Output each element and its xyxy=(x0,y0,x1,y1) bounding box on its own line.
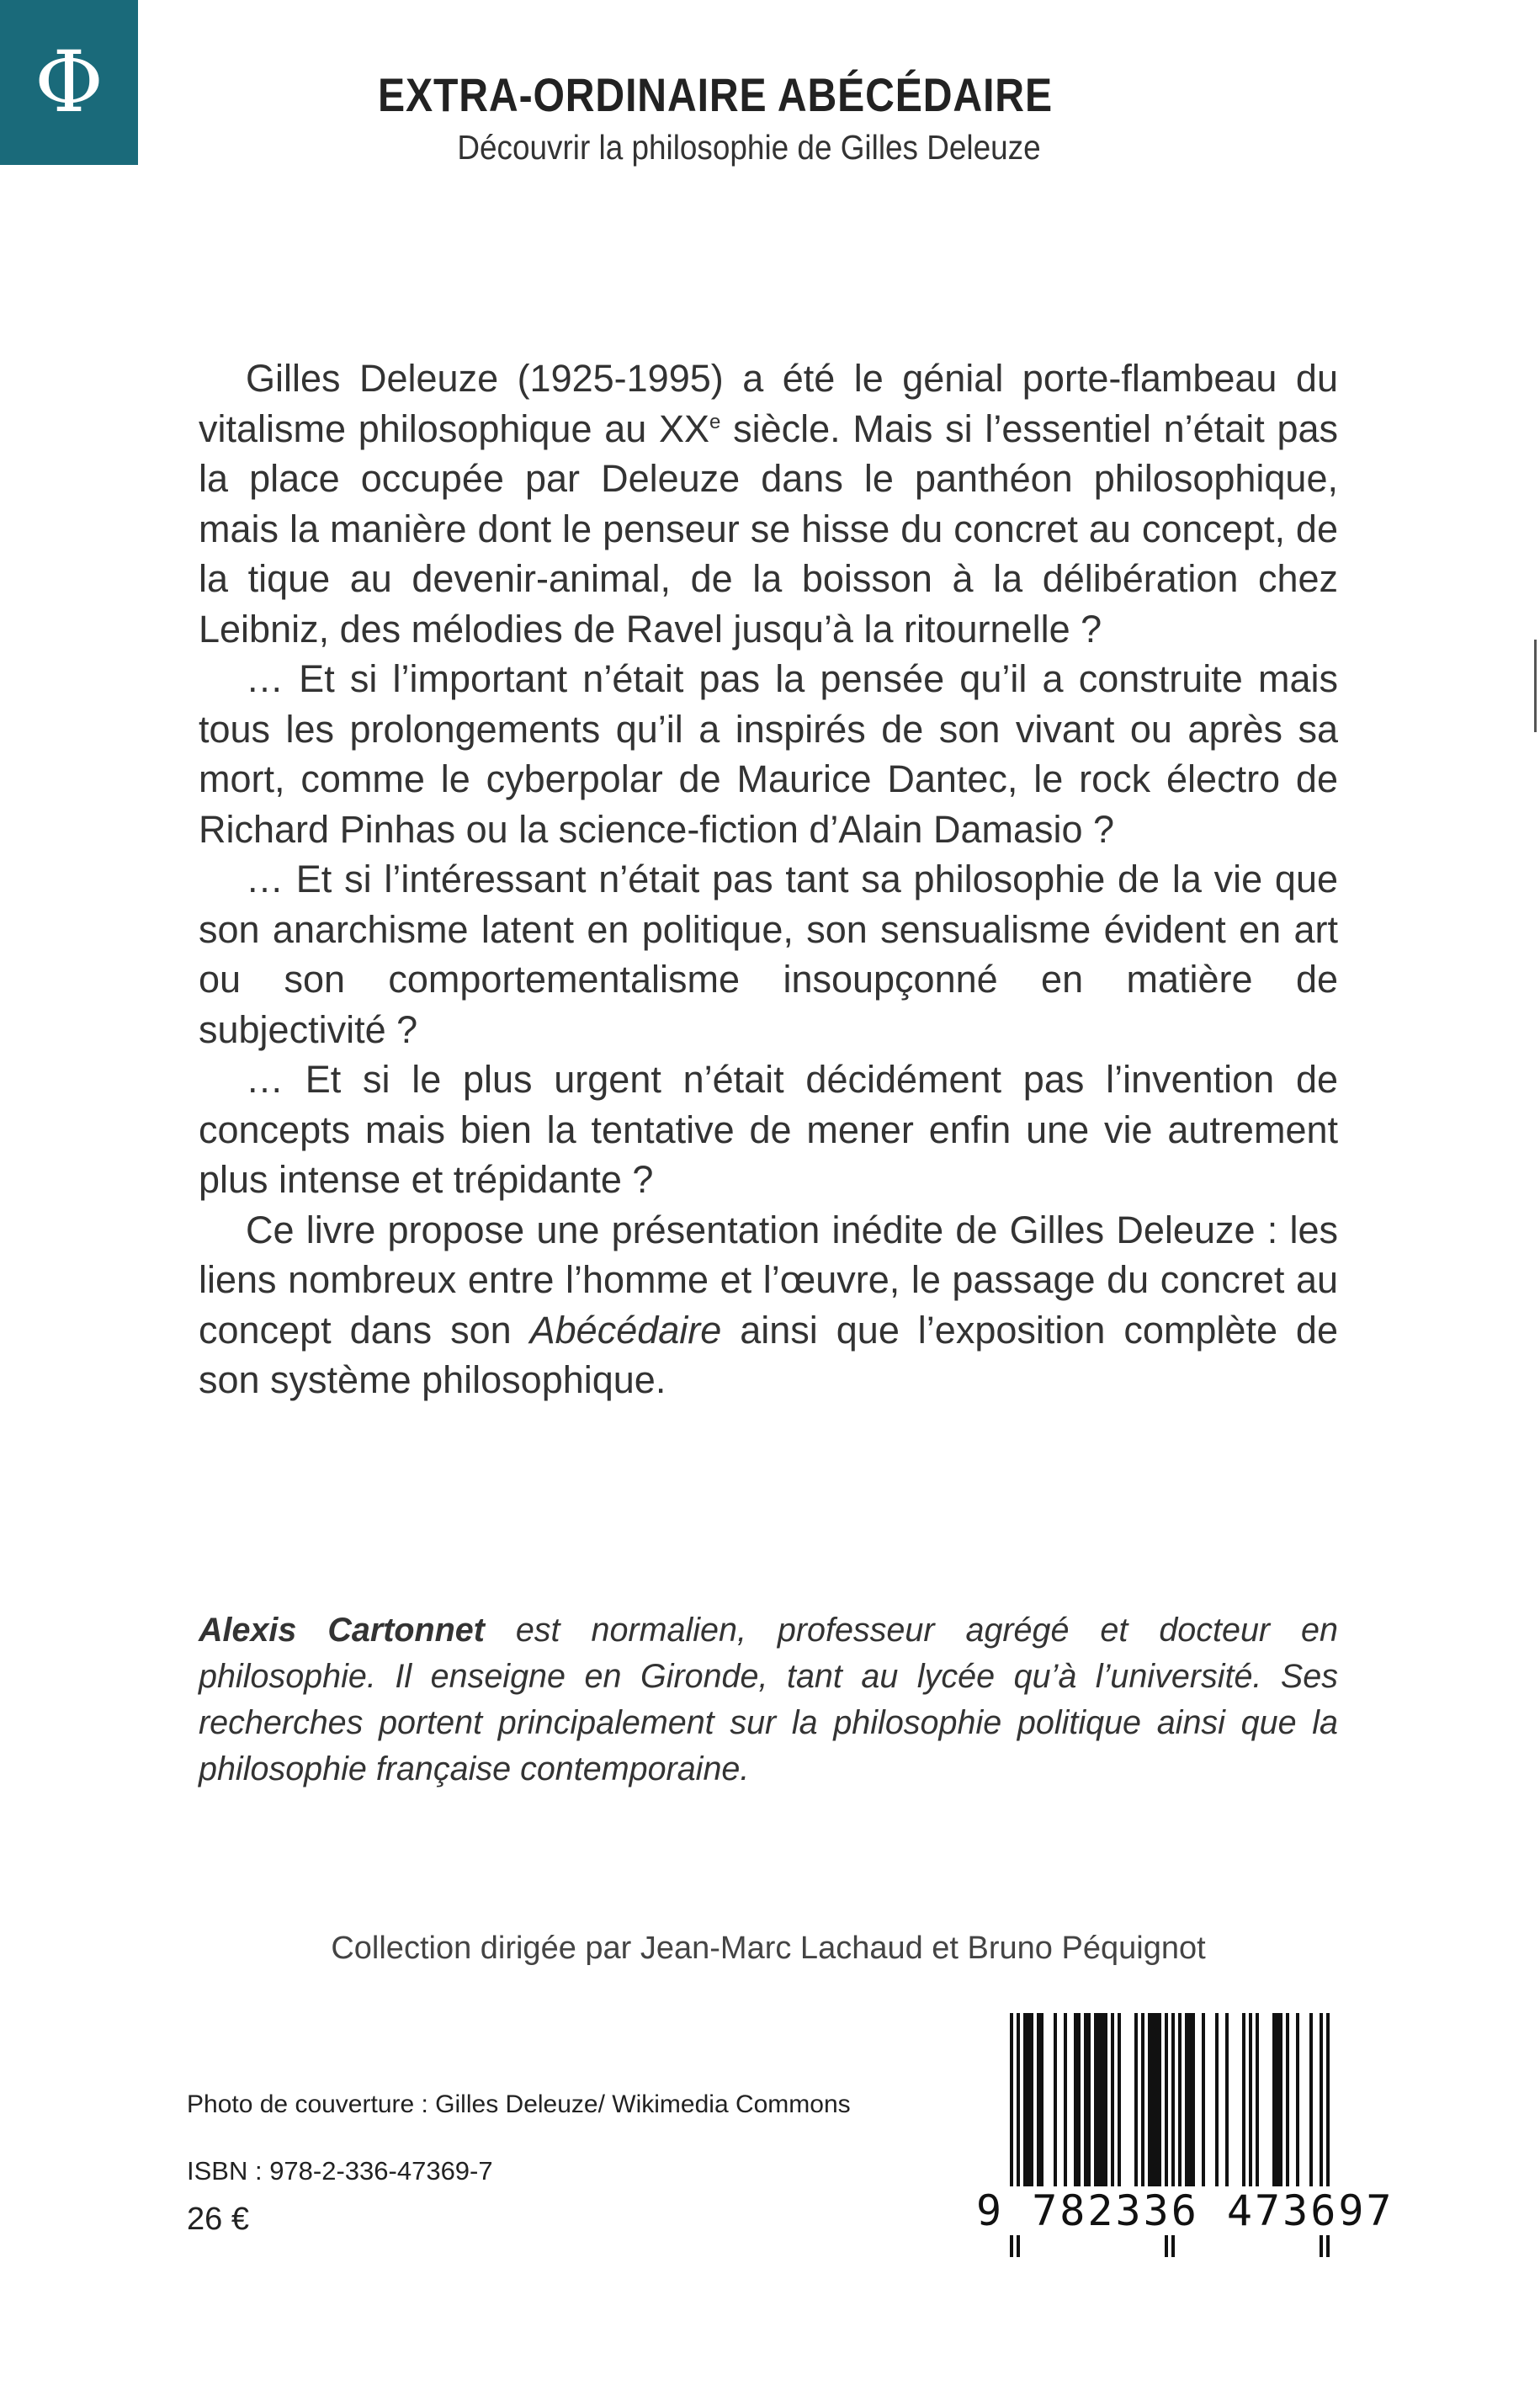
isbn: ISBN : 978-2-336-47369-7 xyxy=(187,2156,493,2186)
blurb-paragraph-4: … Et si le plus urgent n’était décidément pas l’invention de concepts mais bien la tentative de mener enfin une vie autrement plus intense et trépidante ? xyxy=(199,1058,1338,1201)
blurb-paragraph-3: … Et si l’intéressant n’était pas tant sa philosophie de la vie que son anarchisme latent en politique, son sensualisme évident en art ou son comportementalisme insoupçonné en matière de subjectivité ? xyxy=(199,858,1338,1051)
book-subtitle: Découvrir la philosophie de Gilles Deleuze xyxy=(457,128,1041,167)
century-superscript: e xyxy=(709,410,721,433)
back-cover-blurb xyxy=(199,353,1338,1405)
blurb-paragraph-1 xyxy=(199,353,1338,654)
blurb-p5-text-b: ainsi que l’exposition complète de son système philosophique. xyxy=(199,1308,1338,1401)
blurb-p5-text-a: Ce livre propose une présentation inédite de Gilles Deleuze : les liens nombreux entre l’homme et l’œuvre, le passage du concret au concept dans son xyxy=(199,1208,1338,1352)
collection-credit: Collection dirigée par Jean-Marc Lachaud et Bruno Péquignot xyxy=(331,1931,1206,1966)
blurb-p1-text-a: Gilles Deleuze (1925-1995) a été le génial porte-flambeau du vitalisme philosophique au XX xyxy=(199,357,1338,450)
barcode-number: 9 782336 473697 xyxy=(976,2186,1394,2235)
abecedaire-title-italic: Abécédaire xyxy=(529,1308,722,1352)
phi-logo-icon: Φ xyxy=(35,33,104,131)
photo-credit: Photo de couverture : Gilles Deleuze/ Wikimedia Commons xyxy=(187,2090,851,2118)
author-bio-text: est normalien, professeur agrégé et docteur en philosophie. Il enseigne en Gironde, tant au lycée qu’à l’université. Ses recherches portent principalement sur la philosophie politique ainsi que la philosophie française contemporaine. xyxy=(199,1612,1338,1787)
author-bio xyxy=(199,1607,1338,1793)
book-title: EXTRA-ORDINAIRE ABÉCÉDAIRE xyxy=(378,68,1053,121)
blurb-paragraph-2: … Et si l’important n’était pas la pensée qu’il a construite mais tous les prolongements qu’il a inspirés de son vivant ou après sa mort, comme le cyberpolar de Maurice Dantec, le rock électro de Richard Pinhas ou la science-fiction d’Alain Damasio ? xyxy=(199,657,1338,851)
publisher-logo xyxy=(0,0,138,165)
price: 26 € xyxy=(187,2202,249,2237)
blurb-p1-text-b: siècle. Mais si l’essentiel n’était pas la place occupée par Deleuze dans le panthéon philosophique, mais la manière dont le penseur se hisse du concret au concept, de la tique au devenir-animal, de la boisson à la délibération chez Leibniz, des mélodies de Ravel jusqu’à la ritournelle ? xyxy=(199,406,1338,651)
author-name: Alexis Cartonnet xyxy=(199,1612,485,1649)
spine-edge-mark xyxy=(1534,640,1537,732)
blurb-paragraph-5 xyxy=(199,1205,1338,1405)
